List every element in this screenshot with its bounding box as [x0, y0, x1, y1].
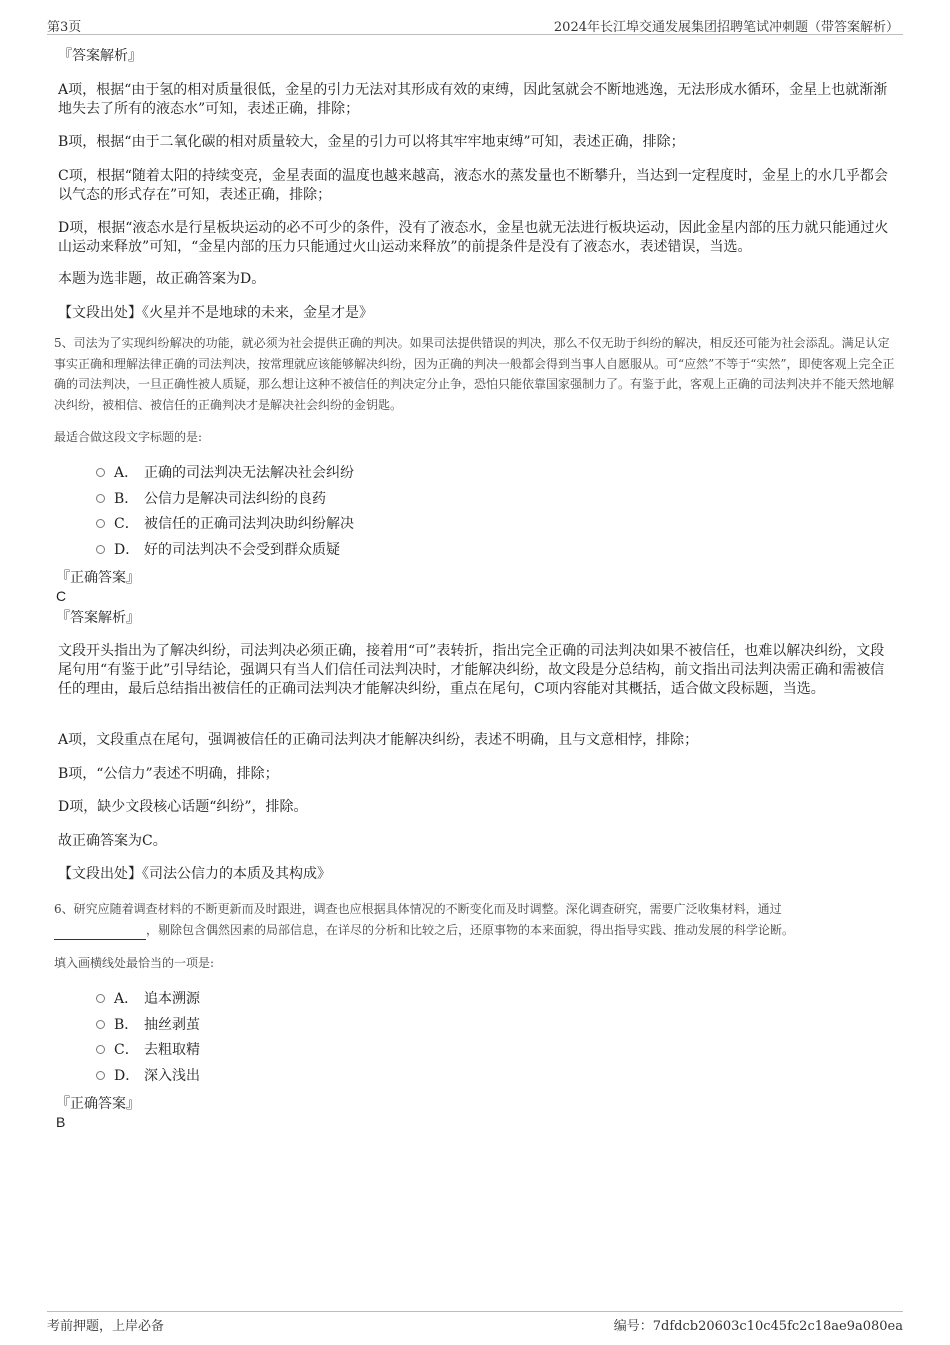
- document-id: 编号：7dfdcb20603c10c45fc2c18ae9a080ea: [613, 1319, 903, 1334]
- analysis-conclusion: 故正确答案为C。: [58, 833, 167, 849]
- footer-slogan: 考前押题，上岸必备: [47, 1319, 165, 1334]
- fill-blank: [54, 927, 146, 940]
- page-number: 第3页: [47, 20, 82, 35]
- analysis-body: 文段开头指出为了解决纠纷，司法判决必须正确，接着用“可”表转折，指出完全正确的司法判决如果不被信任，也难以解决纠纷，文段尾句用“有鉴于此”引导结论，强调只有当人们信任司法判决时，才能解决纠纷，故文段是分总结构，前文指出司法判决需正确和需被信任的理由，最后总结指出被信任的正确司法判决才能解决纠纷，重点在尾句，C项内容能对其概括，适合做文段标题，当选。: [58, 643, 885, 697]
- correct-answer: C: [56, 588, 67, 604]
- correct-answer: B: [56, 1114, 66, 1130]
- page-footer: [47, 1311, 903, 1334]
- analysis-label: 『答案解析』: [58, 48, 142, 64]
- passage-source: 【文段出处】《司法公信力的本质及其构成》: [58, 866, 331, 882]
- correct-answer-label: 『正确答案』: [56, 1096, 140, 1112]
- question-6-prompt: 填入画横线处最恰当的一项是:: [54, 956, 215, 970]
- radio-icon[interactable]: [96, 468, 105, 477]
- option-d[interactable]: D． 深入浅出: [96, 1066, 200, 1086]
- radio-icon[interactable]: [96, 545, 105, 554]
- option-c[interactable]: C． 被信任的正确司法判决助纠纷解决: [96, 514, 354, 534]
- radio-icon[interactable]: [96, 1071, 105, 1080]
- analysis-option-b: B项，根据“由于二氧化碳的相对质量较大，金星的引力可以将其牢牢地束缚”可知，表述正确，排除；: [58, 134, 685, 150]
- question-5-stem: 5、司法为了实现纠纷解决的功能，就必须为社会提供正确的判决。如果司法提供错误的判决，那么不仅无助于纠纷的解决，相反还可能为社会添乱。满足认定事实正确和理解法律正确的司法判决，按常理就应该能够解决纠纷，因为正确的判决一般都会得到当事人自愿服从。可“应然”不等于“实然”，即使客观上完全正确的司法判决，一旦正确性被人质疑，那么想让这种不被信任的判决定分止争，恐怕只能依靠国家强制力了。有鉴于此，客观上正确的司法判决并不能天然地解决纠纷，被相信、被信任的正确判决才是解决社会纠纷的金钥匙。: [54, 336, 895, 412]
- radio-icon[interactable]: [96, 1020, 105, 1029]
- analysis-option-a: A项，根据“由于氢的相对质量很低，金星的引力无法对其形成有效的束缚，因此氢就会不断地逃逸，无法形成水循环，金星上也就渐渐地失去了所有的液态水”可知，表述正确，排除；: [58, 82, 888, 117]
- correct-answer-label: 『正确答案』: [56, 570, 140, 586]
- analysis-option-c: C项，根据“随着太阳的持续变亮，金星表面的温度也越来越高，液态水的蒸发量也不断攀升，当达到一定程度时，金星上的水几乎都会以气态的形式存在”可知，表述正确，排除；: [58, 168, 888, 203]
- question-5-prompt: 最适合做这段文字标题的是:: [54, 430, 203, 444]
- analysis-option-d: D项，缺少文段核心话题“纠纷”，排除。: [58, 799, 308, 815]
- passage-source: 【文段出处】《火星并不是地球的未来，金星才是》: [58, 305, 373, 321]
- analysis-label: 『答案解析』: [56, 610, 140, 626]
- radio-icon[interactable]: [96, 494, 105, 503]
- option-c[interactable]: C． 去粗取精: [96, 1040, 200, 1060]
- radio-icon[interactable]: [96, 994, 105, 1003]
- analysis-option-b: B项，“公信力”表述不明确，排除；: [58, 766, 279, 782]
- radio-icon[interactable]: [96, 1045, 105, 1054]
- option-a[interactable]: A． 追本溯源: [96, 989, 200, 1009]
- analysis-conclusion: 本题为选非题，故正确答案为D。: [58, 271, 266, 287]
- radio-icon[interactable]: [96, 519, 105, 528]
- analysis-option-d: D项，根据“液态水是行星板块运动的必不可少的条件，没有了液态水，金星也就无法进行板块运动，因此金星内部的压力就只能通过火山运动来释放”可知，“金星内部的压力只能通过火山运动来释放”的前提条件是没有了液态水，表述错误，当选。: [58, 220, 889, 255]
- analysis-option-a: A项，文段重点在尾句，强调被信任的正确司法判决才能解决纠纷，表述不明确，且与文意相悖，排除；: [58, 732, 699, 748]
- option-a[interactable]: A． 正确的司法判决无法解决社会纠纷: [96, 463, 354, 483]
- page-header: [47, 14, 903, 35]
- option-b[interactable]: B． 抽丝剥茧: [96, 1015, 200, 1035]
- option-d[interactable]: D． 好的司法判决不会受到群众质疑: [96, 540, 340, 560]
- document-title: 2024年长江埠交通发展集团招聘笔试冲刺题（带答案解析）: [553, 20, 899, 35]
- question-6-stem: 6、研究应随着调查材料的不断更新而及时跟进，调查也应根据具体情况的不断变化而及时调整。深化调查研究，需要广泛收集材料，通过 ，剔除包含偶然因素的局部信息，在详尽的分析和比较之后，还原事物的本来面貌，得出指导实践、推动发展的科学论断。: [54, 899, 896, 940]
- option-b[interactable]: B． 公信力是解决司法纠纷的良药: [96, 489, 326, 509]
